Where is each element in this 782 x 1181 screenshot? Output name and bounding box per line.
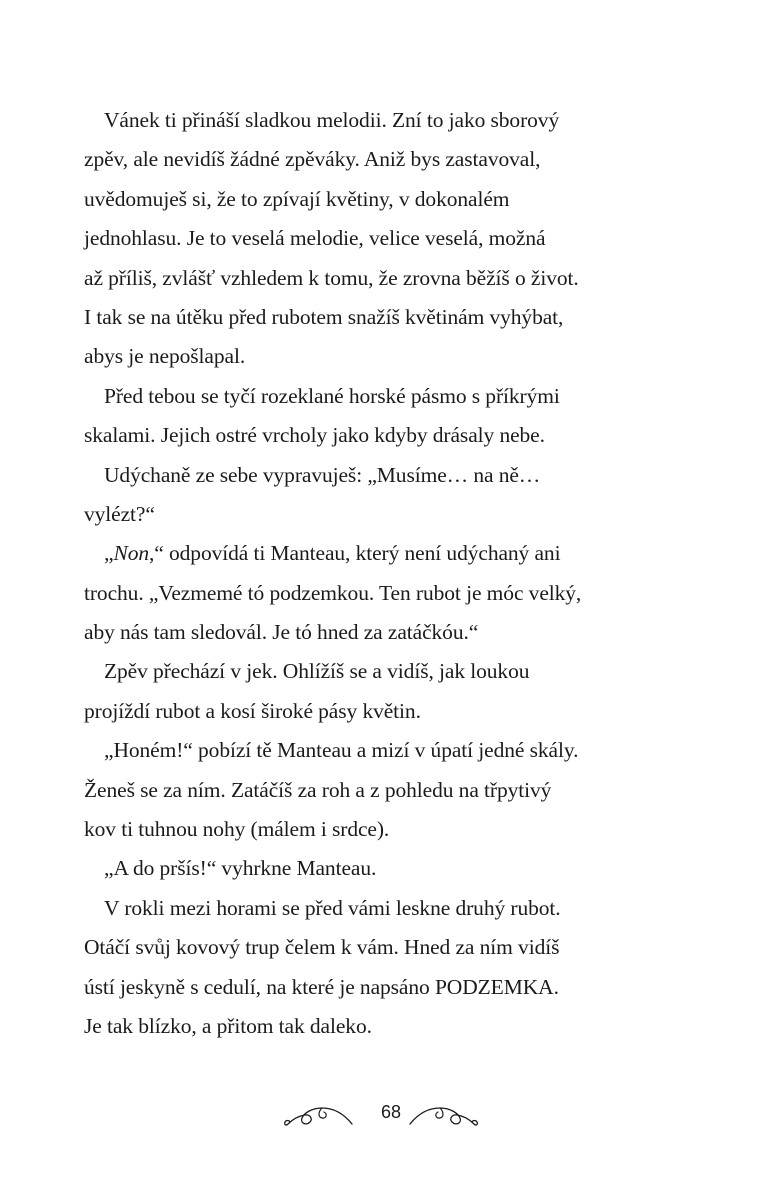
text-line: zpěv, ale nevidíš žádné zpěváky. Aniž bys zastavoval, [84,147,541,172]
text-line: „A do pršís!“ vyhrkne Manteau. [104,856,377,881]
text-line: jednohlasu. Je to veselá melodie, velice veselá, možná [84,226,546,251]
text-line: uvědomuješ si, že to zpívají květiny, v dokonalém [84,186,510,211]
text-line: projíždí rubot a kosí široké pásy květin. [84,698,421,723]
text-line: I tak se na útěku před rubotem snažíš květinám vyhýbat, [84,304,564,329]
text-line: „Honém!“ pobízí tě Manteau a mizí v úpatí jedné skály. [104,738,579,763]
quote-open: „ [104,541,114,566]
italic-word: Non [113,541,149,566]
text-line: abys je nepošlapal. [84,344,246,369]
text-line: Před tebou se tyčí rozeklané horské pásmo s příkrými [104,383,560,408]
text-line-rest: odpovídá ti Manteau, který není udýchaný ani [169,541,561,566]
text-line: vylézt?“ [84,501,155,526]
text-line: aby nás tam sledovál. Je tó hned za zatáčkóu.“ [84,620,479,645]
quote-close: ,“ [149,541,169,566]
text-line: trochu. „Vezmemé tó podzemkou. Ten rubot je móc velký, [84,580,582,605]
text-line: Je tak blízko, a přitom tak daleko. [84,1013,372,1038]
text-line-dialogue [84,534,684,573]
text-line: Zpěv přechází v jek. Ohlížíš se a vidíš, jak loukou [104,659,530,684]
page-number: 68 [380,1102,402,1122]
text-line: ústí jeskyně s cedulí, na které je napsáno PODZEMKA. [84,974,559,999]
text-line: Udýchaně ze sebe vypravuješ: „Musíme… na ně… [104,462,541,487]
text-line: Otáčí svůj kovový trup čelem k vám. Hned za ním vidíš [84,935,560,960]
text-line: až příliš, zvlášť vzhledem k tomu, že zrovna běžíš o život. [84,265,579,290]
page-text [84,101,684,1046]
text-line: skalami. Jejich ostré vrcholy jako kdyby drásaly nebe. [84,423,545,448]
right-flourish-icon [408,1100,480,1130]
text-line: Vánek ti přináší sladkou melodii. Zní to jako sborový [104,108,560,132]
page-footer [0,1096,782,1136]
text-line: V rokli mezi horami se před vámi leskne druhý rubot. [104,895,561,920]
text-line: Ženeš se za ním. Zatáčíš za roh a z pohledu na třpytivý [84,777,552,802]
text-line: kov ti tuhnou nohy (málem i srdce). [84,817,390,842]
